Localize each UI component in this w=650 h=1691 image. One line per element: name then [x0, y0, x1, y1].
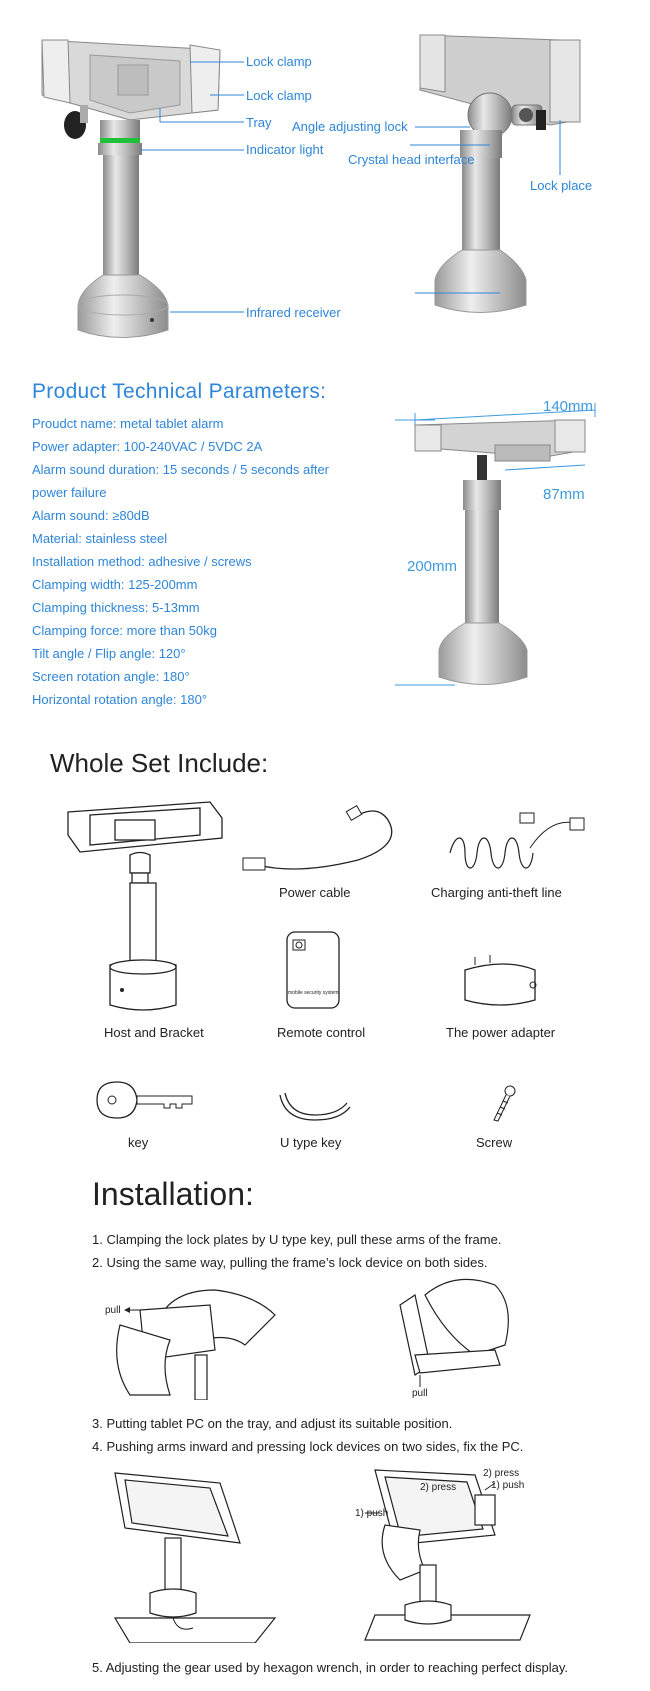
install-step: 2. Using the same way, pulling the frame’s lock device on both sides.	[92, 1255, 488, 1270]
set-item-charging-line: Charging anti-theft line	[431, 885, 562, 900]
param-line: Tilt angle / Flip angle: 120°	[32, 646, 186, 661]
install-step: 3. Putting tablet PC on the tray, and adjust its suitable position.	[92, 1416, 453, 1431]
label-press-mid: 2) press	[420, 1482, 457, 1493]
label-press-top: 2) press	[483, 1468, 520, 1479]
callout-lock-place: Lock place	[530, 178, 593, 193]
set-item-u-key: U type key	[280, 1135, 342, 1150]
install-title: Installation:	[92, 1176, 254, 1212]
param-line: Clamping thickness: 5-13mm	[32, 600, 200, 615]
callout-lines	[0, 0, 650, 340]
label-pull-left: pull	[105, 1305, 121, 1316]
label-push-top: 1) push	[491, 1480, 525, 1491]
charging-line-drawing	[440, 808, 590, 878]
key-drawing	[92, 1078, 197, 1123]
host-bracket-drawing	[60, 790, 230, 1015]
callout-infrared-receiver: Infrared receiver	[246, 305, 341, 320]
param-line: Proudct name: metal tablet alarm	[32, 416, 224, 431]
set-item-remote: Remote control	[277, 1025, 366, 1040]
set-item-key: key	[128, 1135, 149, 1150]
u-key-drawing	[275, 1085, 355, 1125]
screw-drawing	[488, 1085, 518, 1125]
dimension-depth: 87mm	[543, 486, 585, 503]
param-line: Screen rotation angle: 180°	[32, 669, 190, 684]
set-item-host: Host and Bracket	[104, 1025, 204, 1040]
param-line: Clamping width: 125-200mm	[32, 577, 198, 592]
set-item-adapter: The power adapter	[446, 1025, 556, 1040]
callout-lock-clamp-2: Lock clamp	[246, 88, 312, 103]
remote-control-drawing	[285, 930, 341, 1010]
callout-tray: Tray	[246, 115, 272, 130]
callout-indicator-light: Indicator light	[246, 142, 324, 157]
dimension-width: 140mm	[543, 398, 594, 415]
param-line: Clamping force: more than 50kg	[32, 623, 217, 638]
set-title: Whole Set Include:	[50, 748, 269, 778]
power-cable-drawing	[238, 800, 413, 875]
param-line: Alarm sound: ≥80dB	[32, 508, 150, 523]
param-line: Material: stainless steel	[32, 531, 168, 546]
callout-crystal-head-interface: Crystal head interface	[348, 152, 475, 167]
install-step: 1. Clamping the lock plates by U type key, pull these arms of the frame.	[92, 1232, 502, 1247]
power-adapter-drawing	[455, 955, 545, 1010]
param-line: Horizontal rotation angle: 180°	[32, 692, 208, 707]
param-line: Installation method: adhesive / screws	[32, 554, 252, 569]
callout-angle-adjusting-lock: Angle adjusting lock	[292, 119, 408, 134]
callout-lock-clamp-1: Lock clamp	[246, 54, 312, 69]
remote-label-text: mobile security system	[288, 990, 339, 996]
set-item-screw: Screw	[476, 1135, 513, 1150]
install-illustration-3	[110, 1468, 280, 1643]
install-illustration-2	[395, 1275, 525, 1395]
install-step: 4. Pushing arms inward and pressing lock devices on two sides, fix the PC.	[92, 1439, 524, 1454]
label-pull-right: pull	[412, 1388, 428, 1399]
install-illustration-1	[100, 1280, 290, 1400]
param-line: Alarm sound duration: 15 seconds / 5 seconds after	[32, 462, 330, 477]
dimension-photo	[395, 395, 625, 700]
param-line: power failure	[32, 485, 107, 500]
set-item-power-cable: Power cable	[279, 885, 351, 900]
install-step: 5. Adjusting the gear used by hexagon wrench, in order to reaching perfect display.	[92, 1660, 568, 1675]
params-title: Product Technical Parameters:	[32, 380, 327, 403]
param-line: Power adapter: 100-240VAC / 5VDC 2A	[32, 439, 263, 454]
label-push-left: 1) push	[355, 1508, 389, 1519]
dimension-height: 200mm	[407, 558, 458, 575]
